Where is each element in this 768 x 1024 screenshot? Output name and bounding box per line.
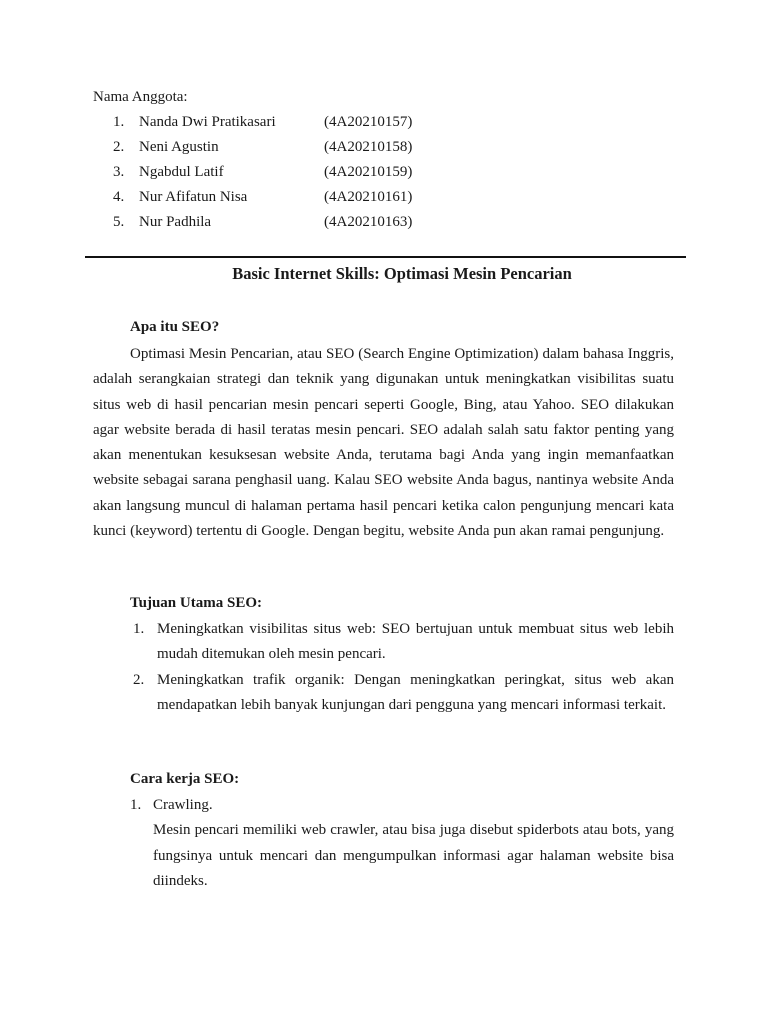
heading-seo-goals: Tujuan Utama SEO: <box>130 595 262 611</box>
step-title: Crawling. <box>153 797 213 813</box>
members-label: Nama Anggota: <box>93 89 188 105</box>
list-item <box>133 617 674 668</box>
member-id: (4A20210158) <box>324 139 413 155</box>
list-item-number: 1. <box>133 621 145 637</box>
paragraph-what-is-seo: Optimasi Mesin Pencarian, atau SEO (Search Engine Optimization) dalam bahasa Inggris, adalah serangkaian strategi dan teknik yang digunakan untuk meningkatkan visibilitas suatu situs web di hasil pencarian mesin pencari seperti Google, Bing, atau Yahoo. SEO dilakukan agar website berada di hasil teratas mesin pencari. SEO adalah salah satu faktor penting yang akan menentukan kesuksesan website Anda, terutama bagi Anda yang ingin memanfaatkan website sebagai sarana penghasil uang. Kalau SEO website Anda bagus, nantinya website Anda akan langsung muncul di halaman pertama hasil pencari ketika calon pengunjung mencari kata kunci (keyword) tertentu di Google. Dengan begitu, website Anda pun akan ramai pengunjung. <box>93 346 674 540</box>
member-id: (4A20210159) <box>324 164 413 180</box>
member-row <box>93 212 433 232</box>
list-item-number: 1. <box>130 797 142 813</box>
member-name: Nanda Dwi Pratikasari <box>139 114 276 130</box>
member-row <box>93 137 433 157</box>
member-id: (4A20210157) <box>324 114 413 130</box>
step-description: Mesin pencari memiliki web crawler, atau bisa juga disebut spiderbots atau bots, yang fungsinya untuk mencari dan mengumpulkan informasi agar halaman website bisa diindeks. <box>153 822 674 889</box>
member-number: 1. <box>113 114 125 130</box>
document-title: Basic Internet Skills: Optimasi Mesin Pencarian <box>232 264 572 283</box>
member-row <box>93 162 433 182</box>
steps-list <box>130 793 674 894</box>
member-name: Nur Padhila <box>139 214 212 230</box>
list-item-number: 2. <box>133 671 145 688</box>
divider-line <box>85 256 686 258</box>
heading-how-seo-works: Cara kerja SEO: <box>130 771 240 787</box>
list-item <box>133 668 674 719</box>
member-number: 3. <box>113 164 125 180</box>
member-id: (4A20210161) <box>324 189 413 205</box>
member-name: Neni Agustin <box>139 139 219 155</box>
member-number: 5. <box>113 214 125 230</box>
list-item-text: Meningkatkan visibilitas situs web: SEO bertujuan untuk membuat situs web lebih mudah ditemukan oleh mesin pencari. <box>157 621 674 663</box>
member-number: 4. <box>113 189 125 205</box>
member-id: (4A20210163) <box>324 214 413 230</box>
member-number: 2. <box>113 139 125 155</box>
member-name: Nur Afifatun Nisa <box>139 189 248 205</box>
member-row <box>93 112 433 132</box>
member-row <box>93 187 433 207</box>
goals-list <box>133 617 674 718</box>
list-item-text: Meningkatkan trafik organik: Dengan meningkatkan peringkat, situs web akan mendapatkan lebih banyak kunjungan dari pengguna yang mencari informasi terkait. <box>157 671 674 713</box>
list-item <box>130 793 674 894</box>
heading-what-is-seo: Apa itu SEO? <box>130 319 220 335</box>
member-name: Ngabdul Latif <box>139 164 224 180</box>
